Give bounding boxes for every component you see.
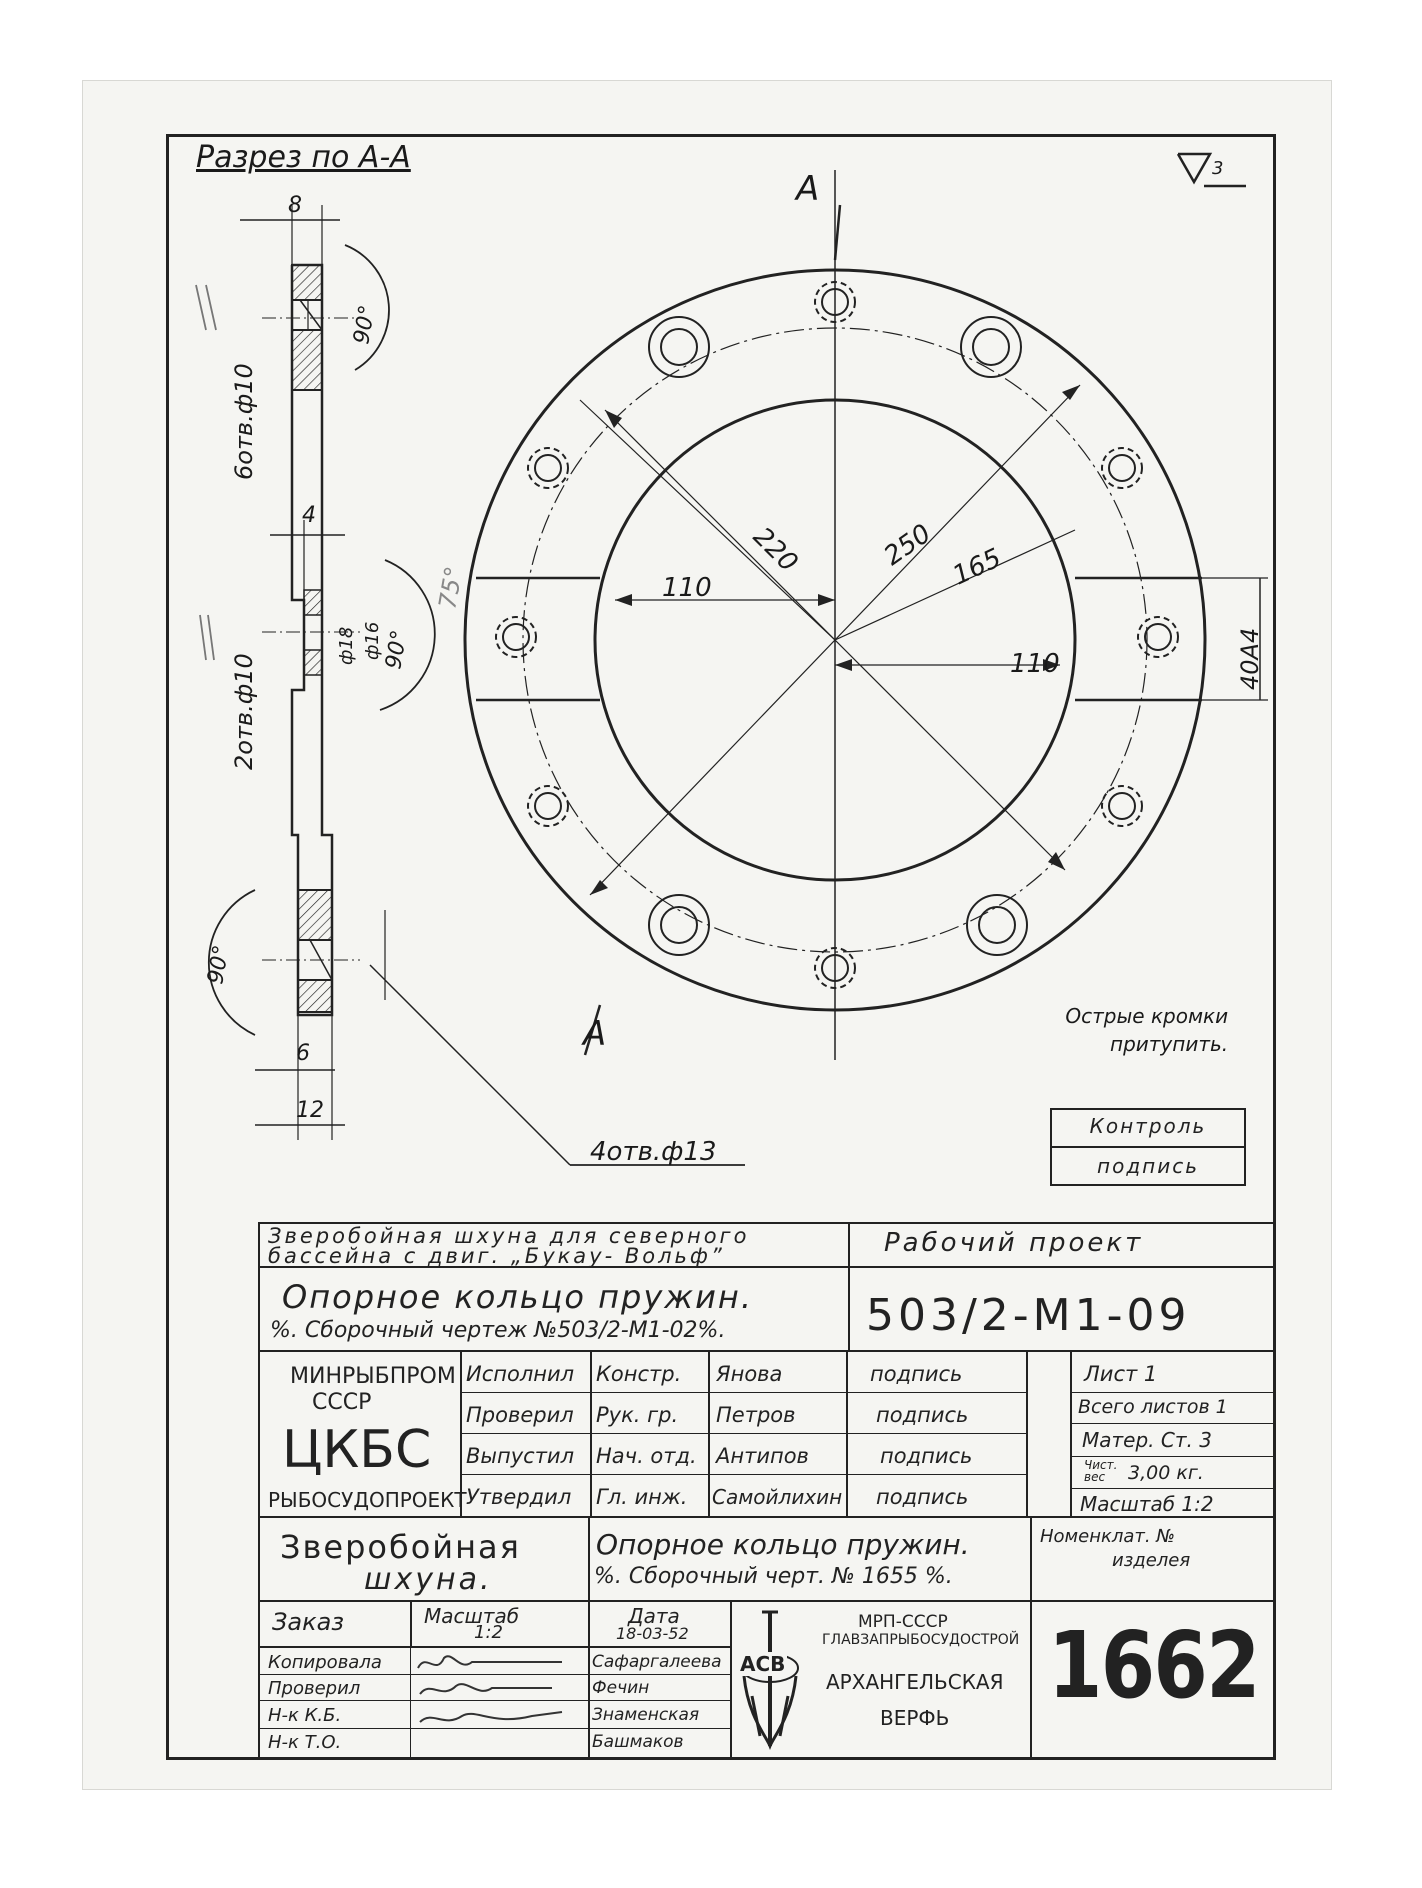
- nomenclature-1: Номенклат. №: [1040, 1526, 1176, 1547]
- vessel-short-1: Зверобойная: [280, 1528, 521, 1566]
- org-country: СССР: [312, 1390, 372, 1415]
- staff-1-role: Копировала: [268, 1652, 382, 1673]
- role-1-pos: Констр.: [596, 1362, 682, 1386]
- dim-width-bottom-1: 6: [296, 1041, 310, 1066]
- role-1-role: Исполнил: [466, 1362, 575, 1386]
- org-bureau-full: РЫБОСУДОПРОЕКТ: [268, 1488, 467, 1512]
- shipyard-emblem-icon: [736, 1606, 804, 1754]
- archive-number: 1662: [1048, 1612, 1259, 1719]
- control-box: [1050, 1108, 1246, 1186]
- role-4-sign: подпись: [876, 1485, 969, 1509]
- edge-note: [1058, 1002, 1228, 1058]
- dim-dia-16: ф16: [362, 621, 383, 660]
- staff-4-role: Н-к Т.О.: [268, 1732, 342, 1753]
- emblem-letters: АСВ: [740, 1652, 786, 1676]
- project-stage: Рабочий проект: [884, 1228, 1144, 1258]
- assembly-ref: %. Сборочный чертеж №503/2-М1-02%.: [270, 1318, 726, 1343]
- control-title: Контроль: [1089, 1114, 1207, 1138]
- role-4-pos: Гл. инж.: [596, 1485, 688, 1509]
- pencil-marks: [196, 285, 216, 660]
- role-2-name: Петров: [716, 1403, 796, 1427]
- role-1-sign: подпись: [870, 1362, 963, 1386]
- scale-value: 1:2: [474, 1622, 503, 1643]
- part-name: Опорное кольцо пружин.: [282, 1278, 753, 1316]
- dim-r250: 250: [878, 518, 937, 572]
- sheet-total: Всего листов 1: [1078, 1396, 1228, 1418]
- section-letter-bottom: А: [583, 1014, 607, 1054]
- edge-note-line-2: притупить.: [1110, 1032, 1229, 1056]
- edge-note-line-1: Острые кромки: [1065, 1004, 1229, 1028]
- date-value: 18-03-52: [616, 1624, 689, 1643]
- dim-holes-top: 6отв.ф10: [230, 363, 258, 480]
- material: Матер. Ст. 3: [1082, 1428, 1212, 1452]
- vessel-desc-1: Зверобойная шхуна для северного: [268, 1224, 750, 1248]
- weight-label: Чист. вес: [1084, 1458, 1118, 1484]
- dim-angle-3: 90°: [203, 943, 235, 987]
- dim-holes-main: 4отв.ф13: [590, 1137, 717, 1167]
- shipyard-3: АРХАНГЕЛЬСКАЯ: [826, 1670, 1004, 1694]
- scale-label: Масштаб: [424, 1604, 520, 1628]
- dim-slot-40: 40А4: [1236, 627, 1264, 690]
- role-4-name: Самойлихин: [712, 1485, 843, 1509]
- role-1-name: Янова: [716, 1362, 783, 1386]
- signatures: [412, 1648, 588, 1758]
- hole-large: [961, 317, 1021, 377]
- role-3-pos: Нач. отд.: [596, 1444, 697, 1468]
- dim-width-top: 8: [288, 193, 302, 218]
- org-bureau: ЦКБС: [282, 1420, 432, 1480]
- control-sign: подпись: [1097, 1154, 1199, 1178]
- vessel-desc-2: бассейна с двиг. „Букау- Вольф”: [268, 1244, 725, 1268]
- dim-holes-mid: 2отв.ф10: [230, 653, 258, 770]
- dim-angle-1: 90°: [349, 303, 381, 347]
- staff-2-name: Фечин: [592, 1678, 650, 1698]
- section-view: [209, 205, 745, 1165]
- dim-r220: 220: [747, 521, 804, 579]
- hole-large: [649, 895, 709, 955]
- staff-3-role: Н-к К.Б.: [268, 1705, 342, 1726]
- org-ministry: МИНРЫБПРОМ: [290, 1364, 456, 1389]
- order-label: Заказ: [272, 1608, 345, 1636]
- roughness-value: 3: [1212, 158, 1224, 179]
- section-letter-top: А: [796, 169, 820, 209]
- role-3-sign: подпись: [880, 1444, 973, 1468]
- hole-small: [1102, 448, 1142, 488]
- dim-r165: 165: [948, 543, 1006, 592]
- hole-small: [1138, 617, 1178, 657]
- role-2-sign: подпись: [876, 1403, 969, 1427]
- hole-large: [967, 895, 1027, 955]
- shipyard-2: ГЛАВЗАПРЫБОСУДОСТРОЙ: [822, 1632, 1020, 1648]
- shipyard-1: МРП-СССР: [858, 1612, 948, 1632]
- role-3-name: Антипов: [716, 1444, 809, 1468]
- staff-2-role: Проверил: [268, 1678, 361, 1699]
- staff-4-name: Башмаков: [592, 1732, 684, 1752]
- dim-l110-right: 110: [1010, 649, 1060, 679]
- role-3-role: Выпустил: [466, 1444, 574, 1468]
- dim-l110-left: 110: [662, 573, 712, 603]
- hole-large: [649, 317, 709, 377]
- scale-info: Масштаб 1:2: [1080, 1492, 1214, 1516]
- vessel-short-2: шхуна.: [364, 1562, 493, 1597]
- staff-3-name: Знаменская: [592, 1705, 700, 1725]
- section-label: Разрез по А-А: [196, 140, 411, 175]
- assembly-ref-2: %. Сборочный черт. № 1655 %.: [594, 1564, 953, 1589]
- dim-dia-18: ф18: [336, 626, 357, 665]
- drawing-number: 503/2-М1-09: [866, 1290, 1191, 1341]
- ring-view: [465, 170, 1268, 1060]
- hole-small: [528, 786, 568, 826]
- dim-width-mid: 4: [302, 503, 316, 528]
- weight-value: 3,00 кг.: [1128, 1462, 1204, 1484]
- part-name-2: Опорное кольцо пружин.: [596, 1528, 970, 1561]
- hole-small: [528, 448, 568, 488]
- dim-angle-2: 90°: [381, 628, 413, 672]
- hole-small: [496, 617, 536, 657]
- role-2-pos: Рук. гр.: [596, 1403, 679, 1427]
- pencil-75: 75°: [433, 564, 469, 612]
- nomenclature-2: изделея: [1112, 1550, 1191, 1571]
- shipyard-4: ВЕРФЬ: [880, 1706, 950, 1730]
- role-2-role: Проверил: [466, 1403, 574, 1427]
- role-4-role: Утвердил: [466, 1485, 572, 1509]
- staff-1-name: Сафаргалеева: [592, 1652, 722, 1672]
- date-label: Дата: [628, 1604, 680, 1628]
- dim-width-bottom-2: 12: [296, 1098, 324, 1123]
- sheet-number: Лист 1: [1084, 1362, 1158, 1386]
